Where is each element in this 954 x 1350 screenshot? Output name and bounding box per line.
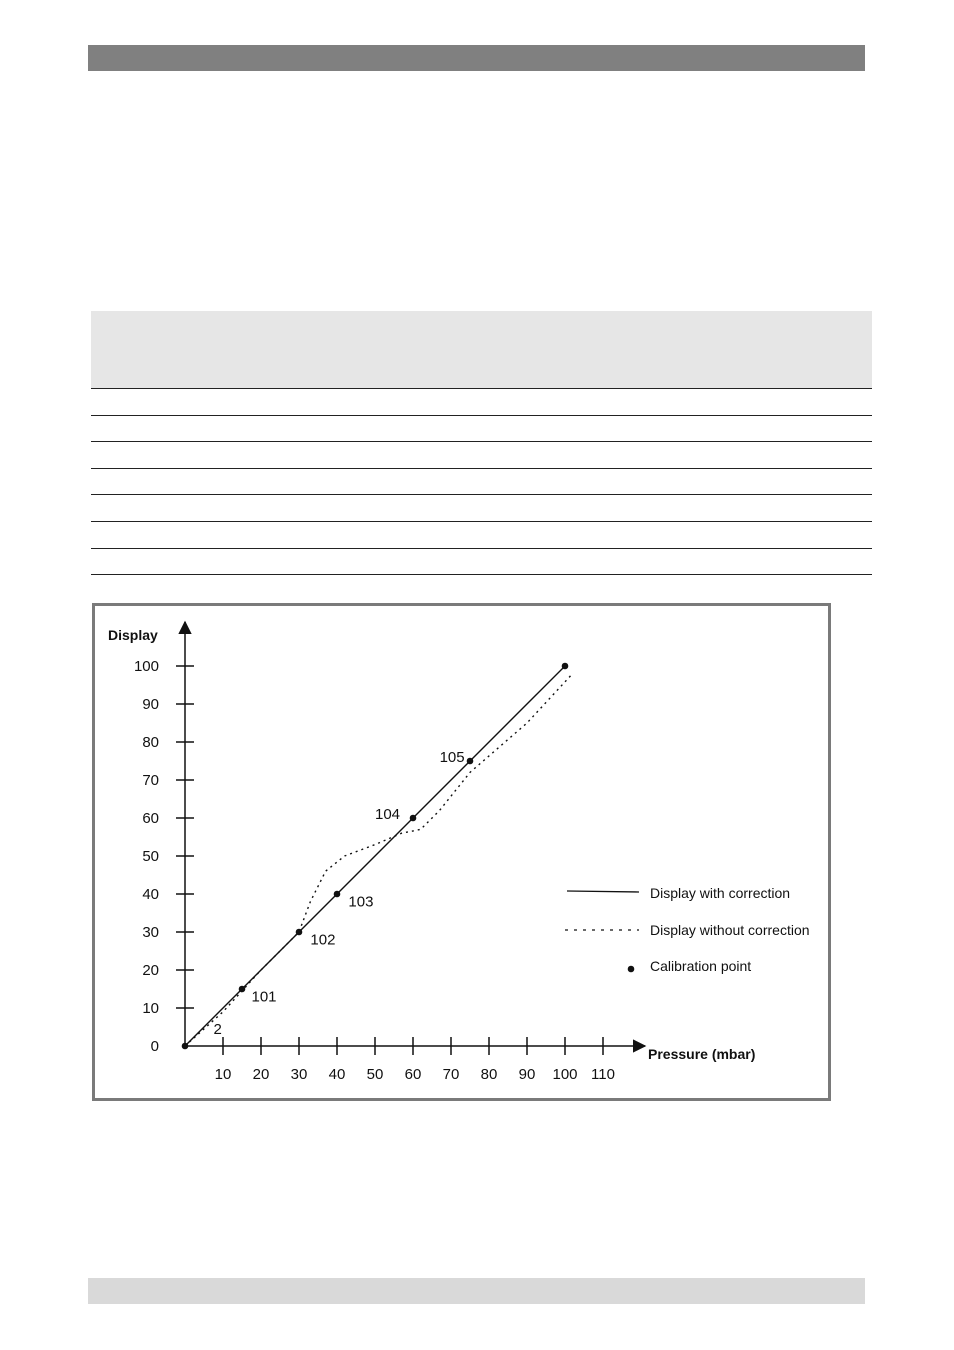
table-row <box>91 441 872 442</box>
y-tick-label: 80 <box>142 734 159 751</box>
calibration-point <box>562 663 569 670</box>
y-tick-label: 20 <box>142 962 159 979</box>
header-bar <box>88 45 865 71</box>
y-tick-label: 10 <box>142 1000 159 1017</box>
calibration-point-label: 101 <box>251 988 277 1006</box>
x-tick-label: 40 <box>328 1066 346 1083</box>
y-tick-label: 70 <box>142 772 159 789</box>
y-tick-label: 0 <box>150 1038 159 1055</box>
table-row <box>91 548 872 549</box>
table-row <box>91 494 872 495</box>
calibration-chart-frame <box>92 603 831 1101</box>
y-tick-label: 30 <box>142 924 159 941</box>
legend-label-with-correction: Display with correction <box>650 885 791 901</box>
table-row <box>91 574 872 575</box>
x-axis-label: Pressure (mbar) <box>648 1046 756 1062</box>
calibration-point <box>182 1043 189 1050</box>
y-tick-label: 40 <box>142 886 159 903</box>
calibration-point <box>334 891 341 898</box>
calibration-point-label: 105 <box>439 749 465 767</box>
legend-label-calibration-point: Calibration point <box>650 958 752 974</box>
x-tick-label: 10 <box>214 1066 232 1083</box>
x-tick-label: 90 <box>518 1066 536 1083</box>
footer-bar <box>88 1278 865 1304</box>
x-tick-label: 50 <box>366 1066 384 1083</box>
calibration-point-label: 103 <box>348 893 374 911</box>
x-tick-label: 20 <box>252 1066 270 1083</box>
calibration-point-label: 104 <box>375 806 401 824</box>
y-axis-label: Display <box>108 627 158 643</box>
calibration-point <box>410 815 417 822</box>
calibration-point <box>467 758 474 765</box>
x-tick-label: 110 <box>591 1066 615 1083</box>
legend-calibration-marker <box>628 966 635 973</box>
calibration-point <box>296 929 303 936</box>
y-tick-label: 60 <box>142 810 159 827</box>
x-tick-label: 80 <box>480 1066 498 1083</box>
x-tick-label: 100 <box>552 1066 578 1083</box>
table-row <box>91 468 872 469</box>
calibration-point <box>239 986 246 993</box>
x-tick-label: 70 <box>442 1066 460 1083</box>
x-tick-label: 60 <box>404 1066 422 1083</box>
calibration-point-label: 102 <box>310 931 336 949</box>
calibration-chart <box>95 606 828 1098</box>
x-tick-label: 30 <box>290 1066 308 1083</box>
table-header <box>91 311 872 389</box>
y-tick-label: 90 <box>142 696 159 713</box>
table-row <box>91 415 872 416</box>
table-row <box>91 521 872 522</box>
calibration-point-label: 2 <box>213 1020 222 1038</box>
legend-label-without-correction: Display without correction <box>650 922 810 938</box>
y-tick-label: 50 <box>142 848 159 865</box>
chart-legend <box>565 885 810 974</box>
legend-swatch-with-correction <box>567 891 639 892</box>
y-tick-label: 100 <box>133 658 159 675</box>
